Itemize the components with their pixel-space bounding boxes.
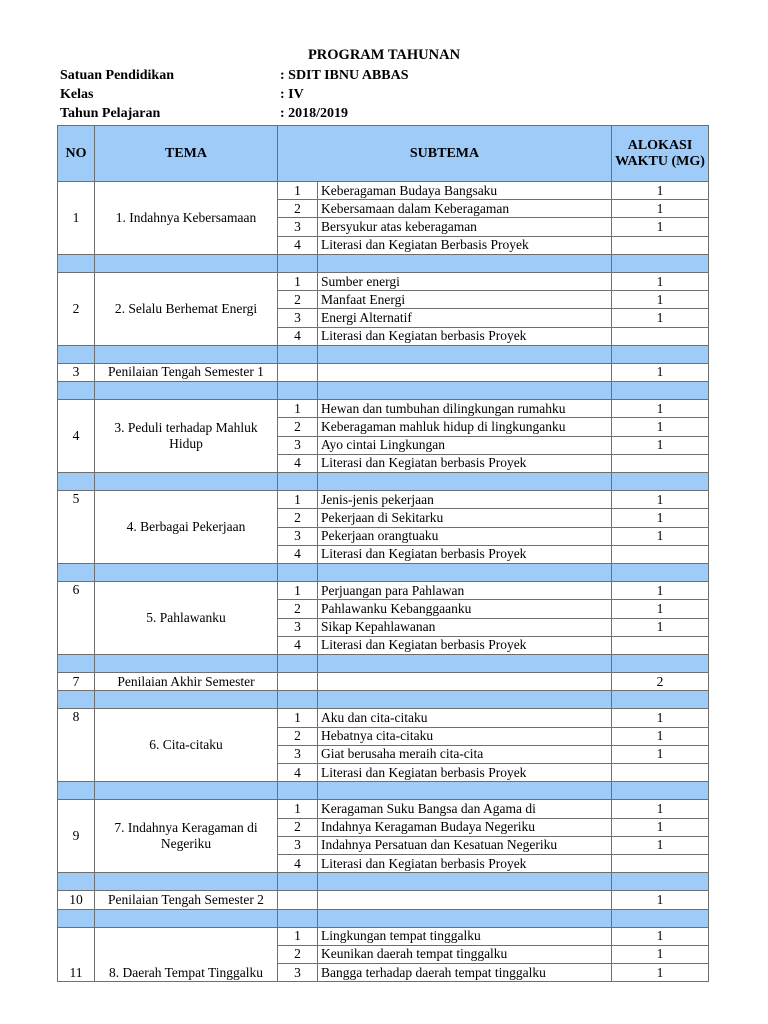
cell-sub-no: 2: [278, 727, 318, 745]
separator-cell: [58, 782, 95, 800]
separator-cell: [95, 654, 278, 672]
separator-row: [58, 873, 709, 891]
cell-sub-no: 3: [278, 836, 318, 854]
cell-alokasi: 1: [612, 600, 709, 618]
cell-sub-no: 3: [278, 218, 318, 236]
cell-subtema: Hebatnya cita-citaku: [318, 727, 612, 745]
table-row: [58, 272, 709, 290]
cell-sub-no: 3: [278, 964, 318, 982]
cell-tema: 6. Cita-citaku: [95, 709, 278, 782]
cell-sub-no: 3: [278, 436, 318, 454]
cell-subtema: Literasi dan Kegiatan berbasis Proyek: [318, 454, 612, 472]
cell-tema: 4. Berbagai Pekerjaan: [95, 491, 278, 564]
cell-alokasi: 1: [612, 400, 709, 418]
cell-subtema: Bersyukur atas keberagaman: [318, 218, 612, 236]
cell-sub-no: 1: [278, 491, 318, 509]
cell-sub-no: 1: [278, 272, 318, 290]
info-value: : IV: [280, 87, 304, 102]
separator-cell: [318, 691, 612, 709]
cell-subtema: [318, 673, 612, 691]
cell-sub-no: 1: [278, 182, 318, 200]
separator-cell: [612, 563, 709, 581]
cell-alokasi: 1: [612, 527, 709, 545]
cell-tema: 7. Indahnya Keragaman di Negeriku: [95, 800, 278, 873]
cell-sub-no: 1: [278, 582, 318, 600]
cell-subtema: Energi Alternatif: [318, 309, 612, 327]
separator-cell: [612, 873, 709, 891]
cell-sub-no: 3: [278, 618, 318, 636]
cell-no: 7: [58, 673, 95, 691]
separator-cell: [612, 473, 709, 491]
cell-sub-no: 4: [278, 327, 318, 345]
cell-no: 6: [58, 582, 95, 655]
cell-sub-no: 2: [278, 945, 318, 963]
separator-cell: [318, 345, 612, 363]
cell-subtema: Literasi dan Kegiatan Berbasis Proyek: [318, 236, 612, 254]
separator-cell: [318, 909, 612, 927]
cell-tema: 3. Peduli terhadap Mahluk Hidup: [95, 400, 278, 473]
cell-subtema: Ayo cintai Lingkungan: [318, 436, 612, 454]
separator-cell: [95, 254, 278, 272]
separator-cell: [278, 782, 318, 800]
separator-cell: [318, 382, 612, 400]
separator-row: [58, 473, 709, 491]
cell-tema: 1. Indahnya Kebersamaan: [95, 182, 278, 255]
separator-cell: [612, 382, 709, 400]
separator-cell: [95, 563, 278, 581]
cell-alokasi: 1: [612, 800, 709, 818]
separator-cell: [318, 563, 612, 581]
separator-cell: [95, 382, 278, 400]
cell-tema: 2. Selalu Berhemat Energi: [95, 272, 278, 345]
cell-subtema: Keragaman Suku Bangsa dan Agama di: [318, 800, 612, 818]
cell-alokasi: 1: [612, 200, 709, 218]
separator-cell: [612, 654, 709, 672]
separator-cell: [58, 473, 95, 491]
info-label: Kelas: [60, 87, 94, 102]
separator-cell: [58, 563, 95, 581]
cell-alokasi: [612, 454, 709, 472]
cell-subtema: Hewan dan tumbuhan dilingkungan rumahku: [318, 400, 612, 418]
table-row: [58, 363, 709, 381]
separator-cell: [95, 873, 278, 891]
cell-subtema: Literasi dan Kegiatan berbasis Proyek: [318, 545, 612, 563]
table-body: [58, 182, 709, 982]
table-row: [58, 709, 709, 727]
cell-tema: Penilaian Tengah Semester 1: [95, 363, 278, 381]
cell-no: 3: [58, 363, 95, 381]
table-row: [58, 927, 709, 945]
cell-sub-no: 4: [278, 454, 318, 472]
cell-sub-no: 2: [278, 418, 318, 436]
cell-alokasi: 1: [612, 964, 709, 982]
cell-subtema: Lingkungan tempat tinggalku: [318, 927, 612, 945]
separator-cell: [278, 345, 318, 363]
cell-subtema: [318, 363, 612, 381]
separator-row: [58, 691, 709, 709]
cell-alokasi: 1: [612, 818, 709, 836]
cell-subtema: Literasi dan Kegiatan berbasis Proyek: [318, 764, 612, 782]
cell-sub-no: 1: [278, 800, 318, 818]
cell-sub-no: 2: [278, 200, 318, 218]
cell-no: 5: [58, 491, 95, 564]
cell-no: 8: [58, 709, 95, 782]
cell-alokasi: 1: [612, 309, 709, 327]
cell-tema: 5. Pahlawanku: [95, 582, 278, 655]
cell-subtema: Keunikan daerah tempat tinggalku: [318, 945, 612, 963]
cell-subtema: Indahnya Persatuan dan Kesatuan Negeriku: [318, 836, 612, 854]
cell-sub-no: 3: [278, 309, 318, 327]
separator-cell: [95, 345, 278, 363]
cell-sub-no: 1: [278, 927, 318, 945]
separator-cell: [612, 345, 709, 363]
header-subtema: SUBTEMA: [278, 126, 612, 182]
separator-cell: [278, 254, 318, 272]
separator-cell: [58, 691, 95, 709]
cell-alokasi: 1: [612, 509, 709, 527]
cell-alokasi: 1: [612, 709, 709, 727]
cell-sub-no: [278, 363, 318, 381]
separator-row: [58, 909, 709, 927]
header-tema: TEMA: [95, 126, 278, 182]
program-table: [57, 125, 709, 982]
separator-row: [58, 382, 709, 400]
separator-cell: [278, 873, 318, 891]
separator-cell: [95, 782, 278, 800]
separator-row: [58, 345, 709, 363]
cell-alokasi: 1: [612, 945, 709, 963]
cell-subtema: [318, 891, 612, 909]
cell-alokasi: 1: [612, 582, 709, 600]
cell-alokasi: 1: [612, 218, 709, 236]
cell-alokasi: 1: [612, 618, 709, 636]
cell-tema: Penilaian Tengah Semester 2: [95, 891, 278, 909]
header-no: NO: [58, 126, 95, 182]
cell-alokasi: 1: [612, 836, 709, 854]
table-row: [58, 400, 709, 418]
header-alokasi: [612, 126, 709, 182]
separator-cell: [612, 691, 709, 709]
separator-cell: [95, 909, 278, 927]
cell-subtema: Literasi dan Kegiatan berbasis Proyek: [318, 636, 612, 654]
cell-no: 11: [58, 927, 95, 982]
cell-subtema: Aku dan cita-citaku: [318, 709, 612, 727]
separator-cell: [612, 909, 709, 927]
separator-cell: [318, 473, 612, 491]
cell-alokasi: 1: [612, 927, 709, 945]
cell-alokasi: [612, 236, 709, 254]
cell-subtema: Pekerjaan di Sekitarku: [318, 509, 612, 527]
cell-no: 9: [58, 800, 95, 873]
table-row: [58, 891, 709, 909]
cell-alokasi: 1: [612, 291, 709, 309]
cell-sub-no: 4: [278, 854, 318, 872]
header-alokasi-text: ALOKASI WAKTU (MG): [615, 137, 705, 169]
separator-cell: [318, 782, 612, 800]
separator-cell: [95, 473, 278, 491]
separator-cell: [95, 691, 278, 709]
cell-subtema: Literasi dan Kegiatan berbasis Proyek: [318, 327, 612, 345]
cell-sub-no: 1: [278, 400, 318, 418]
cell-sub-no: 1: [278, 709, 318, 727]
cell-subtema: Jenis-jenis pekerjaan: [318, 491, 612, 509]
cell-alokasi: [612, 636, 709, 654]
info-value: : SDIT IBNU ABBAS: [280, 68, 409, 83]
cell-sub-no: 3: [278, 745, 318, 763]
separator-cell: [278, 382, 318, 400]
cell-alokasi: 2: [612, 673, 709, 691]
separator-cell: [318, 654, 612, 672]
cell-sub-no: 3: [278, 527, 318, 545]
cell-alokasi: 1: [612, 727, 709, 745]
table-row: [58, 800, 709, 818]
cell-sub-no: [278, 891, 318, 909]
cell-alokasi: 1: [612, 891, 709, 909]
cell-subtema: Kebersamaan dalam Keberagaman: [318, 200, 612, 218]
info-label: Satuan Pendidikan: [60, 68, 174, 83]
separator-cell: [278, 473, 318, 491]
cell-sub-no: [278, 673, 318, 691]
cell-subtema: Literasi dan Kegiatan berbasis Proyek: [318, 854, 612, 872]
cell-alokasi: 1: [612, 363, 709, 381]
cell-alokasi: 1: [612, 182, 709, 200]
table-header-row: [58, 126, 709, 182]
cell-alokasi: 1: [612, 418, 709, 436]
separator-cell: [58, 382, 95, 400]
separator-cell: [58, 873, 95, 891]
separator-cell: [278, 563, 318, 581]
table-row: [58, 673, 709, 691]
cell-subtema: Indahnya Keragaman Budaya Negeriku: [318, 818, 612, 836]
cell-subtema: Keberagaman mahluk hidup di lingkunganku: [318, 418, 612, 436]
separator-cell: [278, 691, 318, 709]
cell-alokasi: [612, 327, 709, 345]
separator-row: [58, 563, 709, 581]
separator-cell: [58, 345, 95, 363]
cell-sub-no: 4: [278, 545, 318, 563]
cell-no: 10: [58, 891, 95, 909]
cell-subtema: Perjuangan para Pahlawan: [318, 582, 612, 600]
cell-subtema: Bangga terhadap daerah tempat tinggalku: [318, 964, 612, 982]
cell-alokasi: 1: [612, 272, 709, 290]
separator-cell: [58, 254, 95, 272]
separator-cell: [278, 909, 318, 927]
info-value: : 2018/2019: [280, 106, 349, 121]
cell-alokasi: [612, 854, 709, 872]
cell-subtema: Pekerjaan orangtuaku: [318, 527, 612, 545]
table-row: [58, 491, 709, 509]
cell-subtema: Manfaat Energi: [318, 291, 612, 309]
cell-alokasi: 1: [612, 491, 709, 509]
cell-sub-no: 4: [278, 764, 318, 782]
cell-subtema: Keberagaman Budaya Bangsaku: [318, 182, 612, 200]
cell-alokasi: [612, 764, 709, 782]
cell-tema: Penilaian Akhir Semester: [95, 673, 278, 691]
cell-alokasi: [612, 545, 709, 563]
separator-cell: [612, 782, 709, 800]
separator-cell: [58, 654, 95, 672]
cell-no: 4: [58, 400, 95, 473]
cell-subtema: Giat berusaha meraih cita-cita: [318, 745, 612, 763]
cell-tema: 8. Daerah Tempat Tinggalku: [95, 927, 278, 982]
cell-sub-no: 2: [278, 600, 318, 618]
cell-sub-no: 2: [278, 818, 318, 836]
cell-sub-no: 4: [278, 636, 318, 654]
separator-cell: [278, 654, 318, 672]
cell-no: 1: [58, 182, 95, 255]
table-row: [58, 182, 709, 200]
cell-sub-no: 2: [278, 509, 318, 527]
separator-cell: [58, 909, 95, 927]
cell-alokasi: 1: [612, 745, 709, 763]
cell-subtema: Sumber energi: [318, 272, 612, 290]
info-label: Tahun Pelajaran: [60, 106, 161, 121]
cell-alokasi: 1: [612, 436, 709, 454]
table-row: [58, 582, 709, 600]
document-title: PROGRAM TAHUNAN: [307, 47, 461, 63]
separator-row: [58, 782, 709, 800]
cell-sub-no: 2: [278, 291, 318, 309]
separator-row: [58, 654, 709, 672]
cell-subtema: Pahlawanku Kebanggaanku: [318, 600, 612, 618]
cell-subtema: Sikap Kepahlawanan: [318, 618, 612, 636]
separator-row: [58, 254, 709, 272]
cell-no: 2: [58, 272, 95, 345]
separator-cell: [318, 254, 612, 272]
separator-cell: [612, 254, 709, 272]
cell-sub-no: 4: [278, 236, 318, 254]
separator-cell: [318, 873, 612, 891]
